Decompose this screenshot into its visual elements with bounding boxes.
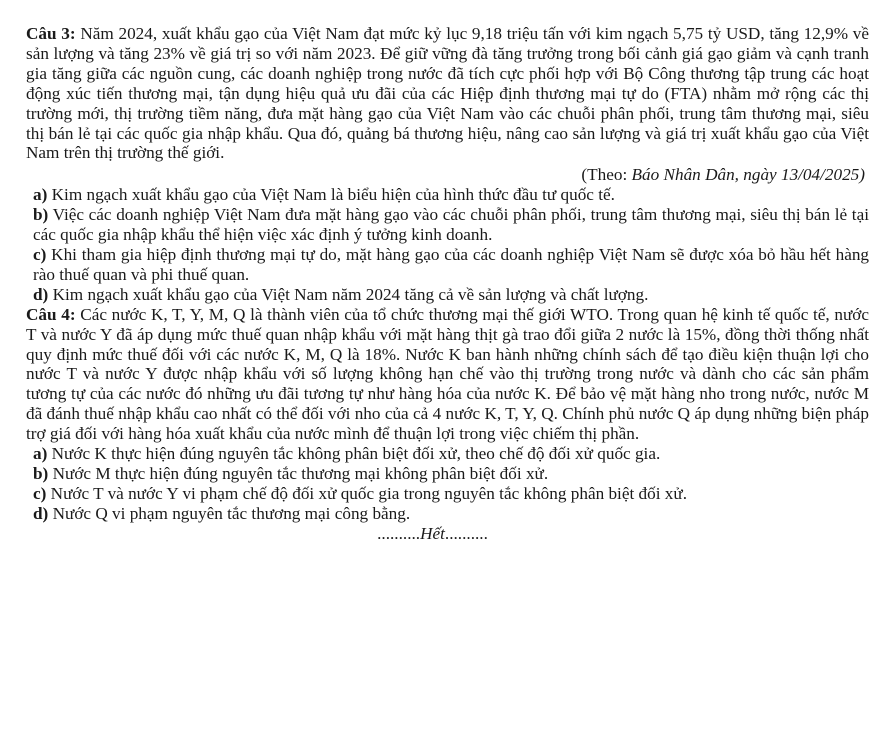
option-letter: a) — [33, 185, 48, 205]
option-text: Kim ngạch xuất khẩu gạo của Việt Nam là biểu hiện của hình thức đầu tư quốc tế. — [51, 185, 615, 205]
question-4-option-d — [33, 504, 869, 524]
option-text: Nước Q vi phạm nguyên tắc thương mại công bằng. — [52, 503, 411, 523]
option-text: Kim ngạch xuất khẩu gạo của Việt Nam năm 2024 tăng cả về sản lượng và chất lượng. — [52, 284, 649, 304]
end-word: Hết — [420, 523, 445, 543]
option-text: Nước M thực hiện đúng nguyên tắc thương mại không phân biệt đối xử. — [52, 463, 549, 483]
option-letter: c) — [33, 483, 47, 503]
source-citation: Báo Nhân Dân, ngày 13/04/2025) — [631, 165, 865, 185]
question-4-passage — [26, 305, 869, 444]
question-4-option-a — [33, 444, 869, 464]
question-3-option-d — [33, 285, 869, 305]
question-3-text: Năm 2024, xuất khẩu gạo của Việt Nam đạt mức kỷ lục 9,18 triệu tấn với kim ngạch 5,75 tỷ USD, tăng 12,9% về sản lượng và tăng 23% về giá trị so với năm 2023. Để giữ vững đà tăng trưởng trong bối cảnh giá gạo giảm và cạnh tranh gia tăng giữa các nguồn cung, các doanh nghiệp trong nước đã tích cực phối hợp với Bộ Công thương tập trung các hoạt động xúc tiến thương mại, tận dụng hiệu quả ưu đãi của các Hiệp định thương mại tự do (FTA) nhằm mở rộng các thị trường mới, thị trường tiềm năng, đưa mặt hàng gạo của Việt Nam vào các chuỗi phân phối, trung tâm thương mại, siêu thị bán lẻ tại các quốc gia nhập khẩu. Qua đó, quảng bá thương hiệu, nâng cao sản lượng và giá trị xuất khẩu gạo của Việt Nam trên thị trường thế giới. — [26, 24, 870, 163]
question-4-option-b — [33, 464, 869, 484]
option-letter: a) — [33, 444, 48, 464]
question-3-option-b — [33, 205, 869, 245]
source-prefix: (Theo: — [581, 165, 632, 185]
option-letter: c) — [33, 244, 47, 264]
option-text: Việc các doanh nghiệp Việt Nam đưa mặt hàng gạo vào các chuỗi phân phối, trung tâm thương mại, siêu thị bán lẻ tại các quốc gia nhập khẩu thể hiện việc xác định ý tưởng kinh doanh. — [33, 205, 869, 245]
end-dots-right: .......... — [444, 523, 488, 543]
end-marker — [26, 524, 869, 544]
option-letter: b) — [33, 463, 49, 483]
question-4-option-c — [33, 484, 869, 504]
question-3-passage — [26, 24, 869, 163]
end-dots-left: .......... — [377, 523, 421, 543]
option-text: Nước T và nước Y vi phạm chế độ đối xử quốc gia trong nguyên tắc không phân biệt đối xử. — [50, 483, 688, 503]
question-3-option-a — [33, 185, 869, 205]
question-3-source — [26, 165, 865, 185]
option-text: Khi tham gia hiệp định thương mại tự do, mặt hàng gạo của các doanh nghiệp Việt Nam sẽ được xóa bỏ hầu hết hàng rào thuế quan và phi thuế quan. — [33, 244, 870, 284]
option-letter: d) — [33, 503, 49, 523]
option-text: Nước K thực hiện đúng nguyên tắc không phân biệt đối xử, theo chế độ đối xử quốc gia. — [51, 444, 661, 464]
question-3-option-c — [33, 245, 869, 285]
option-letter: d) — [33, 284, 49, 304]
option-letter: b) — [33, 205, 49, 225]
question-4-text: Các nước K, T, Y, M, Q là thành viên của tổ chức thương mại thế giới WTO. Trong quan hệ kinh tế quốc tế, nước T và nước Y đã áp dụng mức thuế quan nhập khẩu với mặt hàng thịt gà trao đổi giữa 2 nước là 15%, đồng thời thống nhất quy định mức thuế đối với các nước K, M, Q là 18%. Nước K ban hành những chính sách để tạo điều kiện thuận lợi cho nước T và nước Y được nhập khẩu với số lượng không hạn chế vào thị trường trong nước và dành cho các sản phẩm tương tự của các nước đó những ưu đãi tương tự như hàng hóa của nước K. Để bảo vệ mặt hàng nho trong nước, nước M đã đánh thuế nhập khẩu cao nhất có thể đối với nho của cả 4 nước K, T, Y, Q. Chính phủ nước Q áp dụng những biện pháp trợ giá đối với hàng hóa xuất khẩu của nước mình để thuận lợi trong việc chiếm thị phần. — [26, 304, 870, 444]
question-4-label: Câu 4: — [26, 304, 76, 324]
question-3-label: Câu 3: — [26, 24, 76, 43]
